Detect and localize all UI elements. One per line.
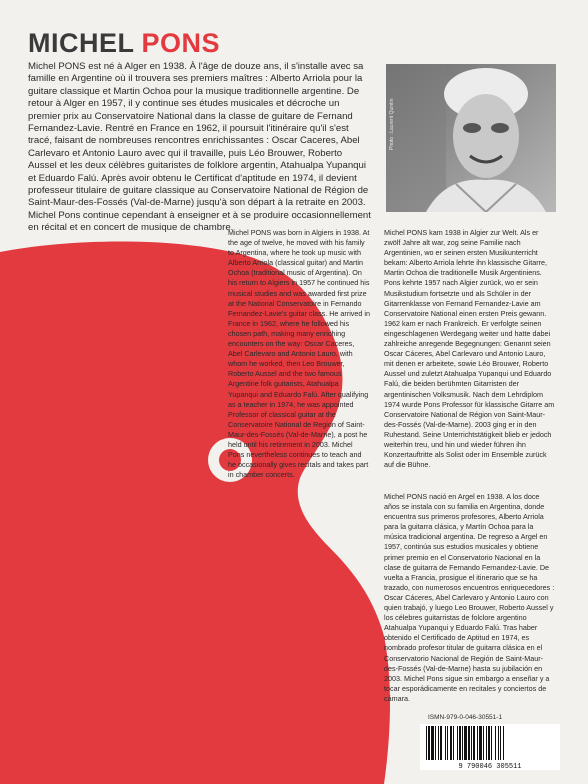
barcode-bar (459, 726, 461, 760)
barcode-bar (471, 726, 472, 760)
barcode-bar (462, 726, 463, 760)
barcode-bar (428, 726, 430, 760)
barcode-bar (500, 726, 501, 760)
barcode-bar (440, 726, 442, 760)
barcode-bar (479, 726, 482, 760)
barcode-bar (488, 726, 490, 760)
barcode (420, 724, 560, 770)
barcode-bar (457, 726, 458, 760)
page-title (28, 30, 220, 57)
biography-spanish: Michel PONS nació en Argel en 1938. A los doce años se instala con su familia en Argentina, donde encuentra sus primeros profesores, Alberto Arriola para la guitarra clásica, y Martín Ochoa para la música tradicional argentina. De regreso a Argel en 1957, continúa sus estudios musicales y obtiene primer premio en el Conservatorio Nacional en la clase de guitarra de Fernando Fernandez-Lavie. De vuelta a Francia, prosigue el itinerario que se ha trazado, con numerosos encuentros enriquecedores : Oscar Cáceres, Abel Carlevaro y Antonio Lauro con quien trabajó, y luego Leo Brouwer, Roberto Aussel y los célebres guitarristas de folclore argentino Atahualpa Yupanqui y Eduardo Falú. Tras haber obtenido el Certificado de Aptitud en 1974, es nombrado profesor titular de guitarra clásica en el Conservatorio Nacional de Región de Saint-Maur-des-Fossés (Val-de-Marne) hasta su jubilación en 2003. Michel Pons sigue sin embargo a enseñar y a tocar esporádicamente en recitales y conciertos de cámara. (384, 492, 555, 703)
portrait-photo (386, 64, 556, 212)
biography-german: Michel PONS kam 1938 in Algier zur Welt. Als er zwölf Jahre alt war, zog seine Familie nach Argentinien, wo er seinen ersten Musikunterricht bekam: Alberto Arriola lehrte ihn klassische Gitarre, Martin Ochoa die traditionelle Musik Argentiniens. Pons kehrte 1957 nach Algier zurück, wo er sein Musikstudium fortsetzte und als Schüler in der Gitarrenklasse von Fernand Fernandez-Lavie am Conservatoire National einen ersten Preis gewann. 1962 kam er nach Frankreich. Er verfolgte seinen eingeschlagenen Werdegang weiter und hatte dabei zahlreiche anregende Begegnungen: Genannt seien Oscar Cáceres, Abel Carlevaro und Antonio Lauro, mit denen er arbeitete, sowie Léo Brouwer, Roberto Aussel und zuletzt Atahualpa Yupanqui und Eduardo Falú, die beiden berühmten Gitarristen der argentinischen Volksmusik. Nach dem Lehrdiplom 1974 wurde Pons Professor für klassische Gitarre am Conservatoire National de Région von Saint-Maur-des-Fossés (Val-de-Marne). 2003 ging er in den Ruhestand. Seine Unterrichtstätigkeit blieb er jedoch weiterhin treu, und hin und wieder führen ihn Konzertauftritte als Solist oder im Ensemble zurück auf die Bühne. (384, 228, 555, 470)
barcode-bar (498, 726, 499, 760)
barcode-bar (450, 726, 452, 760)
photo-credit: Photo : Laurent Quintin (389, 98, 395, 150)
barcode-bar (435, 726, 436, 760)
barcode-bar (438, 726, 439, 760)
barcode-icon (420, 724, 560, 770)
barcode-bar (447, 726, 448, 760)
barcode-bar (468, 726, 470, 760)
biography-french: Michel PONS est né à Alger en 1938. À l'âge de douze ans, il s'installe avec sa famille en Argentine où il trouvera ses premiers maîtres : Alberto Arriola pour la guitare classique et Martin Ochoa pour la musique traditionnelle argentine. De retour à Alger en 1957, il y continue ses études musicales et décroche un premier prix au Conservatoire National dans la classe de guitare de Fernand Fernandez-Lavie. Rentré en France en 1962, il poursuit l'itinéraire qu'il s'est tracé, faisant de nombreuses rencontres enrichissantes : Oscar Caceres, Abel Carlevaro et Antonio Lauro avec qui il travaille, puis Léo Brouwer, Roberto Aussel et les deux célèbres guitaristes de folklore argentin, Atahualpa Yupanqui et Eduardo Falú. Après avoir obtenu le Certificat d'aptitude en 1974, il devient professeur titulaire de guitare classique au Conservatoire National de Région de Saint-Maur-des-Fossés (Val-de-Marne) jusqu'à son départ à la retraite en 2003. Michel Pons continue cependant à enseigner et à se produire occasionnellement en récital et en concert de musique de chambre. (28, 61, 371, 234)
barcode-bar (495, 726, 496, 760)
barcode-bar (426, 726, 427, 760)
barcode-bar (486, 726, 487, 760)
barcode-bar (453, 726, 454, 760)
barcode-bar (473, 726, 475, 760)
barcode-bar (477, 726, 478, 760)
barcode-bar (503, 726, 504, 760)
barcode-number: 9 790046 305511 (458, 763, 522, 770)
title-last-name: PONS (141, 28, 221, 58)
barcode-bar (483, 726, 484, 760)
barcode-bar (491, 726, 492, 760)
barcode-bar (464, 726, 467, 760)
barcode-bar (445, 726, 446, 760)
title-first-name: MICHEL (28, 28, 135, 58)
barcode-bar (431, 726, 434, 760)
biography-english: Michel PONS was born in Algiers in 1938. At the age of twelve, he moved with his family to Argentina, where he took up music with Alberto Arriola (classical guitar) and Martin Ochoa (traditional music of Argentina). On his return to Algiers in 1957 he continued his musical studies and was awarded first prize at the National Conservatoire in Fernando Fernandez-Lavie's guitar class. He arrived in France in 1962, where he followed his chosen path, making many enriching encounters on the way: Oscar Caceres, Abel Carlevaro and Antonio Lauro, with whom he worked, then Leo Brouwer, Roberto Aussel and the two famous Argentine folk guitarists, Atahualpa Yupanqui and Eduardo Falú. After qualifying as a teacher in 1974, he was appointed Professor of classical guitar at the Conservatoire National de Region of Saint-Maur-des-Fossés (Val-de-Marne), a post he held until his retirement in 2003. Michel Pons nevertheless continues to teach and he occasionally gives recitals and takes part in chamber concerts. (228, 228, 370, 480)
ismn-number: ISMN-979-0-046-30551-1 (428, 714, 503, 721)
